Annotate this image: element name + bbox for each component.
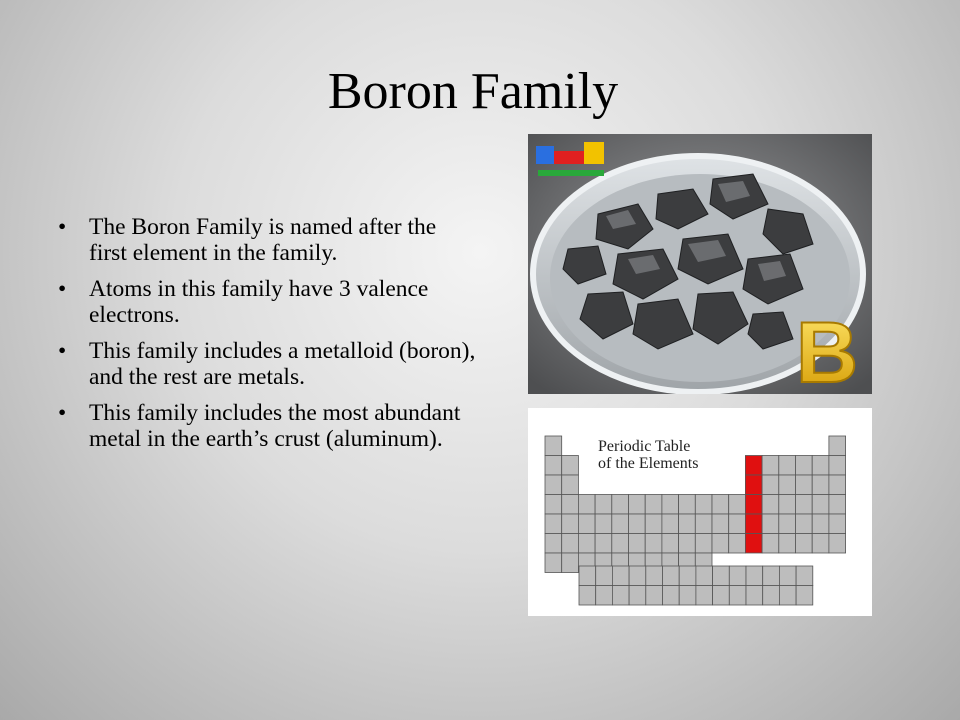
f-block-cell — [579, 586, 596, 606]
element-cell — [662, 514, 679, 534]
element-cell — [812, 475, 829, 495]
f-block-cell — [596, 566, 613, 586]
element-cell — [812, 495, 829, 515]
element-cell — [812, 514, 829, 534]
element-cell — [562, 495, 579, 515]
element-cell — [796, 475, 813, 495]
element-cell — [545, 514, 562, 534]
element-cell — [779, 534, 796, 554]
element-cell — [629, 534, 646, 554]
element-cell — [578, 495, 595, 515]
periodic-table-label — [598, 438, 698, 472]
element-cell — [762, 475, 779, 495]
bullet-item — [58, 338, 478, 390]
element-cell — [829, 514, 846, 534]
f-block-cell — [779, 586, 796, 606]
boron-group-cell — [745, 534, 762, 554]
periodic-table-graphic — [528, 408, 872, 616]
bullet-text: This family includes a metalloid (boron), and the rest are metals. — [89, 338, 476, 390]
element-cell — [695, 495, 712, 515]
bullet-text: The Boron Family is named after the first element in the family. — [89, 214, 437, 266]
element-cell — [645, 534, 662, 554]
bullet-dot: • — [58, 400, 67, 426]
element-cell — [645, 514, 662, 534]
element-cell — [629, 495, 646, 515]
element-cell — [695, 534, 712, 554]
element-cell — [562, 475, 579, 495]
element-cell — [595, 534, 612, 554]
element-cell — [762, 534, 779, 554]
f-block-cell — [713, 586, 730, 606]
element-cell — [629, 514, 646, 534]
element-cell — [829, 475, 846, 495]
bullet-text: This family includes the most abundant metal in the earth’s crust (aluminum). — [89, 400, 461, 452]
f-block-cell — [729, 586, 746, 606]
element-cell — [545, 553, 562, 573]
f-block-cell — [579, 566, 596, 586]
element-cell — [645, 495, 662, 515]
element-cell — [729, 514, 746, 534]
element-cell — [612, 495, 629, 515]
element-cell — [545, 456, 562, 476]
element-cell — [796, 495, 813, 515]
f-block-cell — [796, 566, 813, 586]
bullet-list — [58, 214, 478, 462]
boron-group-cell — [745, 475, 762, 495]
element-cell — [679, 534, 696, 554]
periodic-table-label-line1: Periodic Table — [598, 438, 691, 455]
element-cell — [796, 456, 813, 476]
f-block-cell — [679, 586, 696, 606]
f-block-cell — [612, 586, 629, 606]
boron-photo-illustration — [528, 134, 872, 394]
element-cell — [662, 534, 679, 554]
element-cell — [812, 534, 829, 554]
f-block-cell — [663, 586, 680, 606]
element-cell — [712, 495, 729, 515]
element-cell — [829, 436, 846, 456]
element-cell — [562, 514, 579, 534]
f-block-cell — [696, 586, 713, 606]
bullet-item — [58, 276, 478, 328]
element-cell — [779, 495, 796, 515]
element-cell — [762, 495, 779, 515]
element-cell — [796, 534, 813, 554]
element-cell — [812, 456, 829, 476]
f-block-cell — [746, 586, 763, 606]
f-block-cell — [646, 586, 663, 606]
periodic-table-label-line2: of the Elements — [598, 455, 699, 472]
bullet-dot: • — [58, 338, 67, 364]
bullet-item — [58, 214, 478, 266]
f-block-cell — [612, 566, 629, 586]
element-cell — [578, 534, 595, 554]
element-cell — [679, 514, 696, 534]
f-block-cell — [779, 566, 796, 586]
f-block-cell — [763, 586, 780, 606]
element-cell — [578, 514, 595, 534]
element-cell — [545, 495, 562, 515]
f-block-cell — [629, 586, 646, 606]
bullet-item — [58, 400, 478, 452]
element-cell — [595, 514, 612, 534]
f-block-cell — [596, 586, 613, 606]
element-cell — [779, 475, 796, 495]
periodic-table-grid — [528, 408, 872, 616]
boron-group-cell — [745, 495, 762, 515]
element-cell — [545, 436, 562, 456]
element-cell — [562, 456, 579, 476]
element-cell — [829, 456, 846, 476]
boron-group-cell — [745, 456, 762, 476]
bullet-dot: • — [58, 276, 67, 302]
f-block-cell — [663, 566, 680, 586]
element-cell — [762, 514, 779, 534]
element-cell — [679, 495, 696, 515]
f-block-cell — [646, 566, 663, 586]
element-cell — [729, 534, 746, 554]
element-cell — [796, 514, 813, 534]
element-cell — [712, 534, 729, 554]
mini-table-blue — [536, 146, 554, 164]
f-block-cell — [696, 566, 713, 586]
f-block-cell — [746, 566, 763, 586]
boron-sample-photo — [528, 134, 872, 394]
element-cell — [729, 495, 746, 515]
element-cell — [545, 475, 562, 495]
element-cell — [595, 495, 612, 515]
element-cell — [562, 534, 579, 554]
element-letter: B — [796, 305, 859, 394]
element-cell — [762, 456, 779, 476]
element-cell — [779, 514, 796, 534]
element-cell — [712, 514, 729, 534]
f-block-cell — [796, 586, 813, 606]
element-cell — [829, 534, 846, 554]
element-cell — [612, 514, 629, 534]
element-cell — [779, 456, 796, 476]
bullet-dot: • — [58, 214, 67, 240]
bullet-text: Atoms in this family have 3 valence electrons. — [89, 276, 429, 328]
boron-group-cell — [745, 514, 762, 534]
element-cell — [829, 495, 846, 515]
f-block-cell — [713, 566, 730, 586]
element-cell — [562, 553, 579, 573]
f-block-cell — [763, 566, 780, 586]
f-block-cell — [679, 566, 696, 586]
element-cell — [545, 534, 562, 554]
f-block-cell — [729, 566, 746, 586]
f-block-cell — [629, 566, 646, 586]
element-cell — [662, 495, 679, 515]
slide-title: Boron Family — [327, 63, 619, 120]
element-cell — [612, 534, 629, 554]
element-cell — [695, 514, 712, 534]
